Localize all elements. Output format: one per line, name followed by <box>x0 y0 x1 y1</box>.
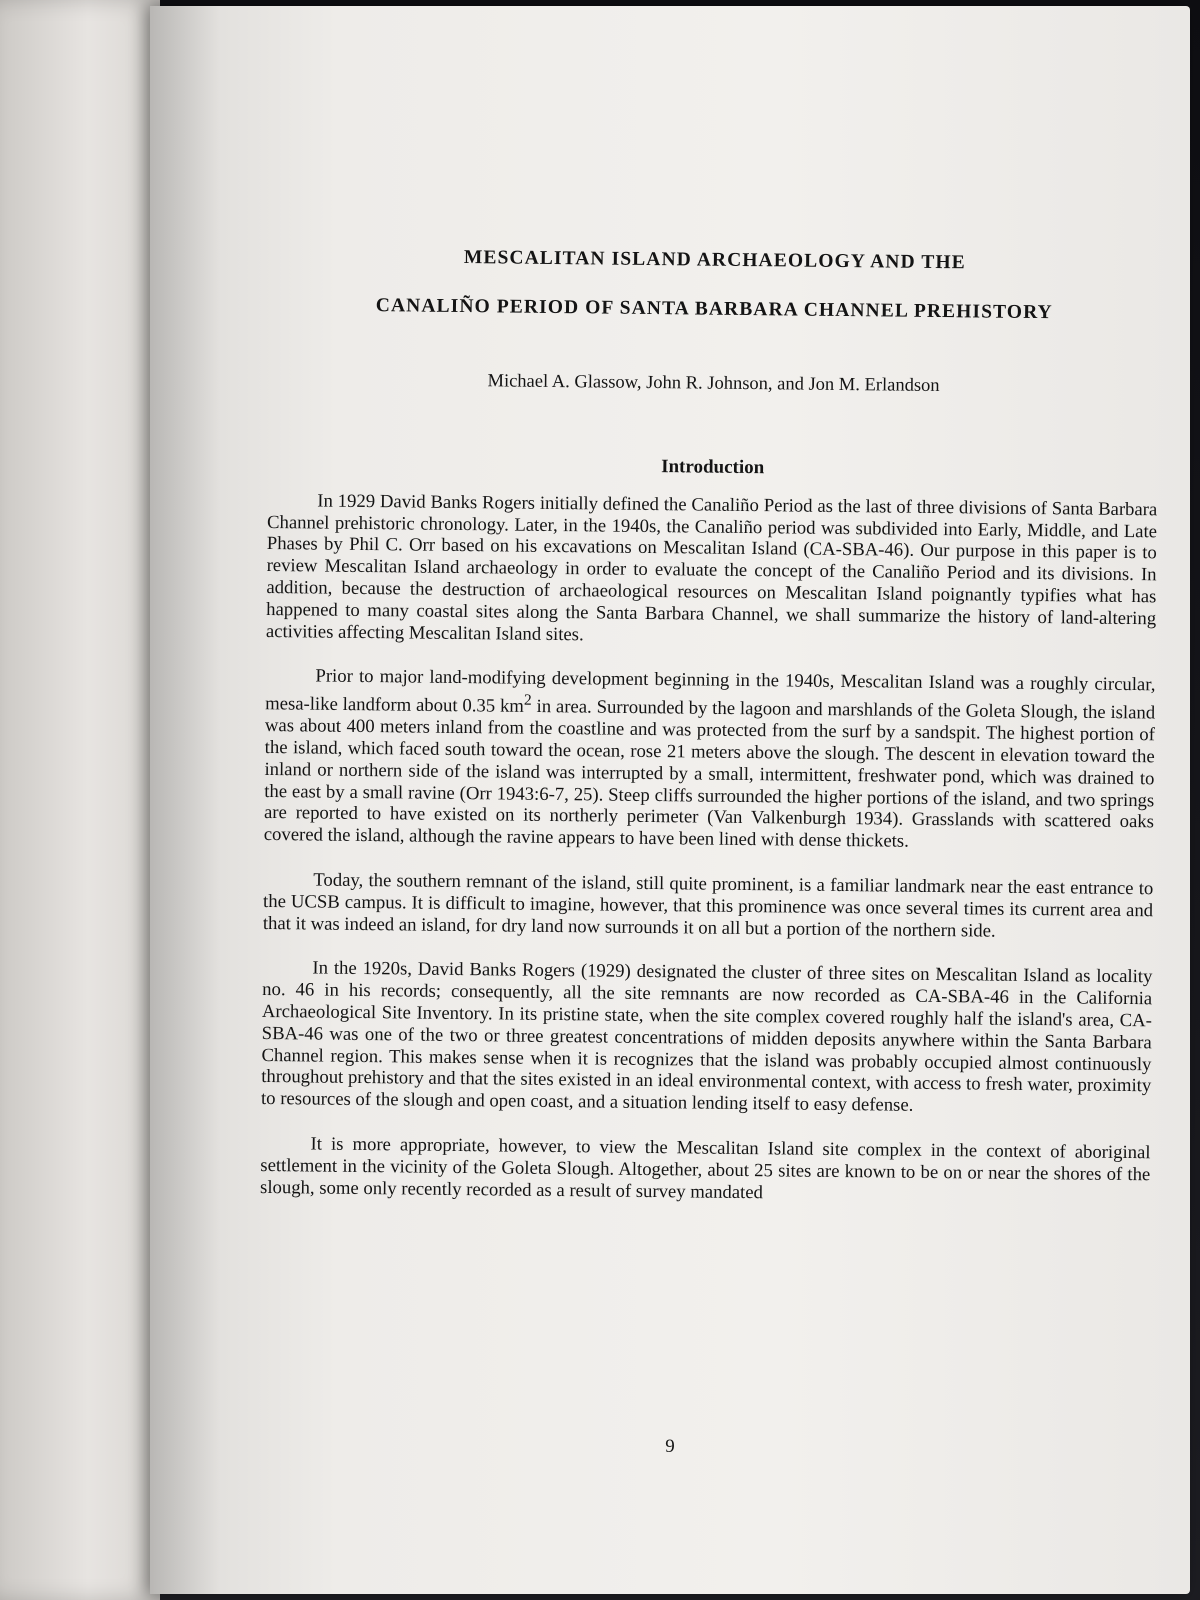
book-page <box>150 6 1190 1594</box>
page-content <box>260 244 1160 1231</box>
superscript-2: 2 <box>523 691 532 709</box>
paragraph-1: In 1929 David Banks Rogers initially defined the Canaliño Period as the last of three divisions of Santa Barbara Channel prehistoric chronology. Later, in the 1940s, the Canaliño period was subdivided into Early, Middle, and Late Phases by Phil C. Orr based on his excavations on Mescalitan Island (CA-SBA-46). Our purpose in this paper is to review Mescalitan Island archaeology in order to evaluate the concept of the Canaliño Period and its divisions. In addition, because the destruction of archaeological resources on Mescalitan Island poignantly typifies what has happened to many coastal sites along the Santa Barbara Channel, we shall summarize the history of land-altering activities affecting Mescalitan Island sites. <box>265 490 1158 645</box>
paragraph-5: It is more appropriate, however, to view the Mescalitan Island site complex in the context of aboriginal settlement in the vicinity of the Goleta Slough. Altogether, about 25 sites are known to be on or near the shores of the slough, some only recently recorded as a result of survey mandated <box>260 1133 1151 1203</box>
paragraph-2-part-b: in area. Surrounded by the lagoon and marshlands of the Goleta Slough, the island was about 400 meters inland from the coastline and was protected from the surf by a sandspit. The highest portion of the island, which faced south toward the ocean, rose 21 meters above the slough. The descent in elevation toward the inland or northern side of the island was interrupted by a small, intermittent, freshwater pond, which was drained to the east by a small ravine (Orr 1943:6-7, 25). Steep cliffs surrounded the higher portions of the island, and two springs are reported to have existed on its northerly perimeter (Van Valkenburgh 1934). Grasslands with scattered oaks covered the island, although the ravine appears to have been lined with dense thickets. <box>263 696 1156 852</box>
title-line-2: CANALIÑO PERIOD OF SANTA BARBARA CHANNEL PREHISTORY <box>375 295 1053 324</box>
page-number: 9 <box>665 1436 675 1457</box>
article-title <box>269 244 1160 326</box>
title-line-1: MESCALITAN ISLAND ARCHAEOLOGY AND THE <box>463 247 966 274</box>
section-heading-introduction: Introduction <box>661 455 765 478</box>
paragraph-4: In the 1920s, David Banks Rogers (1929) designated the cluster of three sites on Mescalitan Island as locality no. 46 in his records; consequently, all the site remnants are now recorded as CA-SBA-46 in the California Archaeological Site Inventory. In its pristine state, when the site complex covered roughly half the island's area, CA-SBA-46 was one of the two or three greatest concentrations of midden deposits anywhere within the Santa Barbara Channel region. This makes sense when it is recognizes that the island was probably occupied almost continuously throughout prehistory and that the sites existed in an ideal environmental context, with access to fresh water, proximity to resources of the slough and open coast, and a situation lending itself to easy defense. <box>260 957 1153 1116</box>
author-list: Michael A. Glassow, John R. Johnson, and Jon M. Erlandson <box>487 371 940 396</box>
paragraph-2 <box>264 665 1156 855</box>
paragraph-3: Today, the southern remnant of the island, still quite prominent, is a familiar landmark near the east entrance to the UCSB campus. It is difficult to imagine, however, that this prominence was once several times its current area and that it was indeed an island, for dry land now surrounds it on all but a portion of the northern side. <box>262 869 1154 942</box>
facing-page-edge <box>0 0 160 1600</box>
paragraph-2-part-a: Prior to major land-modifying development beginning in the 1940s, Mescalitan Island was a roughly circular, mesa-like landform about 0.35 km <box>265 665 1156 718</box>
